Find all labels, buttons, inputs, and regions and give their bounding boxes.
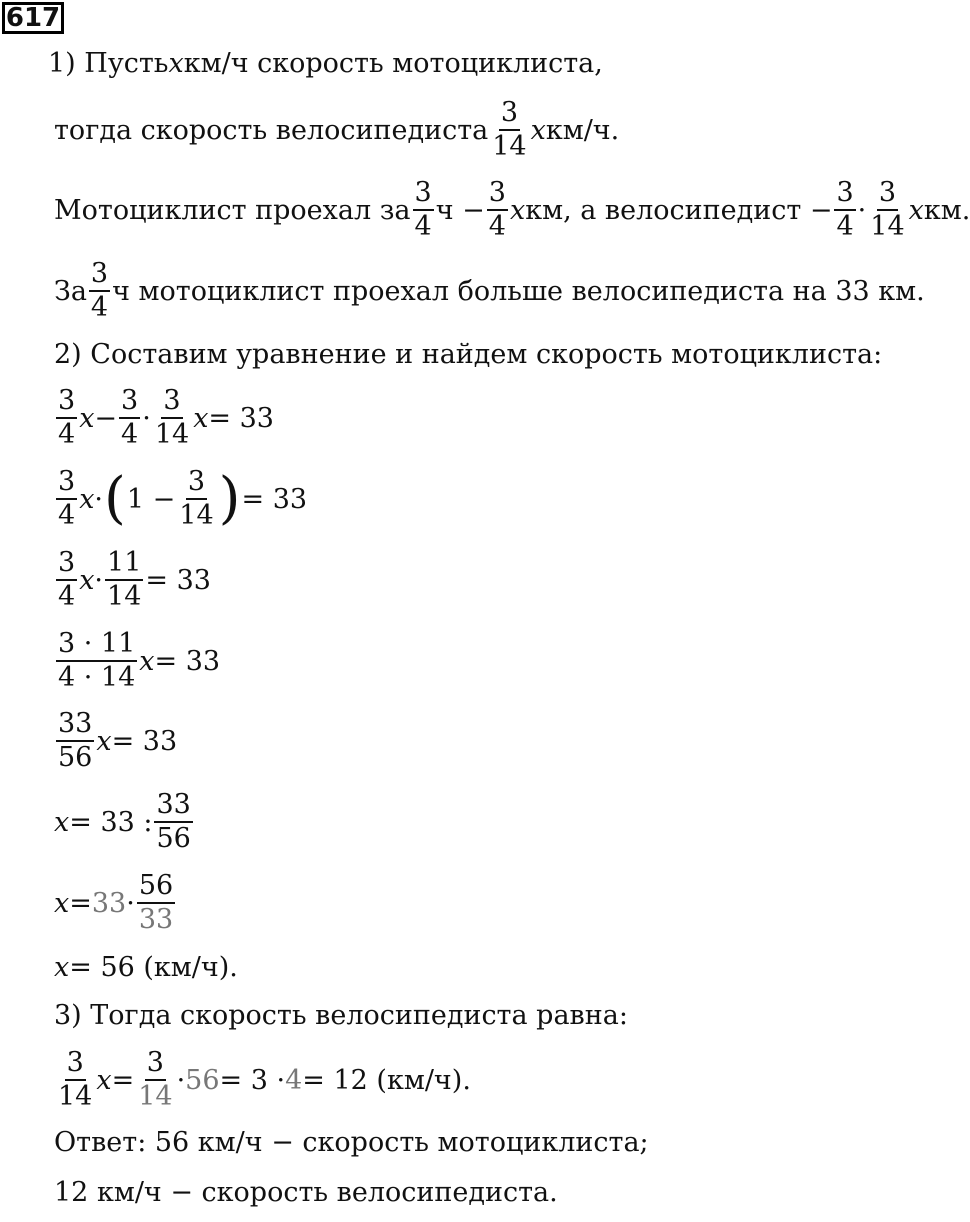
var-x: x [79, 483, 95, 515]
rhs: = 33 [154, 645, 221, 677]
numerator: 3 [119, 387, 140, 419]
numerator: 3 [56, 387, 77, 419]
equation-4 [54, 627, 221, 693]
text: Мотоциклист проехал за [54, 194, 411, 226]
var-x: x [79, 402, 95, 434]
equals: = [111, 1064, 135, 1096]
denominator: 14 [870, 211, 905, 242]
text: 12 км/ч − скорость велосипедиста. [54, 1176, 558, 1208]
distances-line [54, 176, 970, 242]
equation-9 [54, 1046, 471, 1112]
text: = 12 (км/ч). [302, 1064, 471, 1096]
var-x: x [509, 194, 526, 226]
numerator: 3 [145, 1049, 166, 1081]
cyclist-speed-line [54, 96, 620, 162]
var-x: x [139, 645, 155, 677]
denominator: 14 [107, 581, 142, 612]
denominator: 4 [121, 419, 139, 450]
fraction [487, 176, 508, 242]
denominator: 56 [58, 742, 93, 773]
denominator: 4 [58, 419, 76, 450]
rhs: = 33 [241, 483, 308, 515]
text: км/ч скорость мотоциклиста, [183, 47, 603, 79]
denominator: 4 [58, 500, 76, 531]
fraction [119, 384, 140, 450]
fraction [490, 96, 528, 162]
dot: · [142, 402, 151, 434]
cancelled-number: 33 [91, 887, 127, 919]
numerator: 3 [413, 179, 434, 211]
denominator: 4 [414, 211, 432, 242]
denominator: 4 [488, 211, 506, 242]
denominator: 14 [154, 419, 190, 450]
numerator: 3 [65, 1049, 86, 1081]
text: ч мотоциклист проехал больше велосипедиста на 33 км. [112, 275, 925, 307]
var-x: x [54, 951, 70, 983]
fraction [413, 176, 434, 242]
var-x: x [168, 47, 184, 79]
denominator: 4 [836, 211, 854, 242]
denominator: 4 [90, 292, 109, 323]
numerator: 3 [877, 179, 898, 211]
rhs: = 33 [208, 402, 274, 434]
equation-2 [54, 465, 308, 531]
equation-6 [54, 788, 195, 854]
text: тогда скорость велосипедиста [54, 114, 489, 146]
denominator: 4 [58, 581, 76, 612]
var-x: x [54, 806, 70, 838]
numerator: 3 [56, 468, 77, 500]
text: = 3 · [219, 1064, 286, 1096]
var-x: x [96, 1064, 112, 1096]
fraction [56, 627, 137, 693]
answer-line-2 [54, 1162, 558, 1222]
cancelled-number: 4 [285, 1064, 303, 1096]
right-paren: ) [218, 466, 241, 531]
denominator: 14 [58, 1081, 93, 1112]
text: Ответ: 56 км/ч − скорость мотоциклиста; [54, 1126, 649, 1158]
fraction [56, 384, 77, 450]
text: км/ч. [545, 114, 620, 146]
text: 1 − [126, 483, 176, 515]
text: км, а велосипедист − [525, 194, 833, 226]
numerator: 3 · 11 [56, 630, 137, 662]
denominator: 14 [492, 131, 527, 162]
var-x: x [908, 194, 924, 226]
denominator: 56 [156, 823, 191, 854]
numerator: 3 [487, 179, 508, 211]
rhs: = 33 [111, 725, 178, 757]
fraction [137, 869, 175, 935]
fraction [56, 707, 94, 773]
numerator: 3 [161, 387, 182, 419]
left-paren: ( [104, 466, 126, 531]
denominator: 14 [179, 500, 214, 531]
dot: · [857, 194, 867, 226]
numerator: 56 [137, 872, 175, 904]
minus: − [94, 402, 118, 434]
dot: · [126, 887, 135, 919]
fraction [105, 546, 143, 612]
text: 1) Пусть [48, 47, 169, 79]
lhs: = 33 : [69, 806, 153, 838]
equation-5 [54, 707, 178, 773]
fraction [154, 788, 192, 854]
denominator: 14 [138, 1081, 173, 1112]
text: 3) Тогда скорость велосипедиста равна: [54, 999, 628, 1031]
numerator: 3 [186, 468, 207, 500]
text: 2) Составим уравнение и найдем скорость мотоциклиста: [54, 338, 883, 370]
numerator: 3 [89, 260, 110, 292]
fraction [56, 465, 77, 531]
var-x: x [96, 725, 112, 757]
fraction [868, 176, 906, 242]
dot: · [94, 564, 104, 596]
numerator: 3 [834, 179, 855, 211]
dot: · [94, 483, 104, 515]
numerator: 33 [56, 710, 94, 742]
rhs: = 33 [145, 564, 211, 596]
numerator: 11 [105, 549, 143, 581]
text: км. [923, 194, 970, 226]
denominator: 4 · 14 [58, 662, 136, 693]
numerator: 3 [499, 99, 520, 131]
cancelled-number: 56 [185, 1064, 220, 1096]
fraction [56, 546, 77, 612]
equation-3 [54, 546, 211, 612]
equation-1 [54, 384, 274, 450]
numerator: 33 [154, 791, 192, 823]
lhs: = [69, 887, 92, 919]
denominator: 33 [138, 904, 174, 935]
fraction [177, 465, 215, 531]
equation-7 [54, 869, 177, 935]
fraction [153, 384, 191, 450]
problem-number-badge: 617 [2, 2, 64, 34]
text: За [54, 275, 87, 307]
difference-line [54, 257, 925, 323]
fraction [89, 257, 110, 323]
step3-heading [54, 985, 628, 1045]
dot: · [176, 1064, 186, 1096]
fraction [136, 1046, 174, 1112]
var-x: x [530, 114, 546, 146]
var-x: x [79, 564, 95, 596]
var-x: x [193, 402, 209, 434]
step1-line [48, 33, 603, 93]
rhs: = 56 (км/ч). [69, 951, 238, 983]
numerator: 3 [56, 549, 77, 581]
fraction [834, 176, 855, 242]
text: ч − [435, 194, 485, 226]
step2-heading [54, 324, 882, 384]
var-x: x [54, 887, 70, 919]
fraction [56, 1046, 94, 1112]
